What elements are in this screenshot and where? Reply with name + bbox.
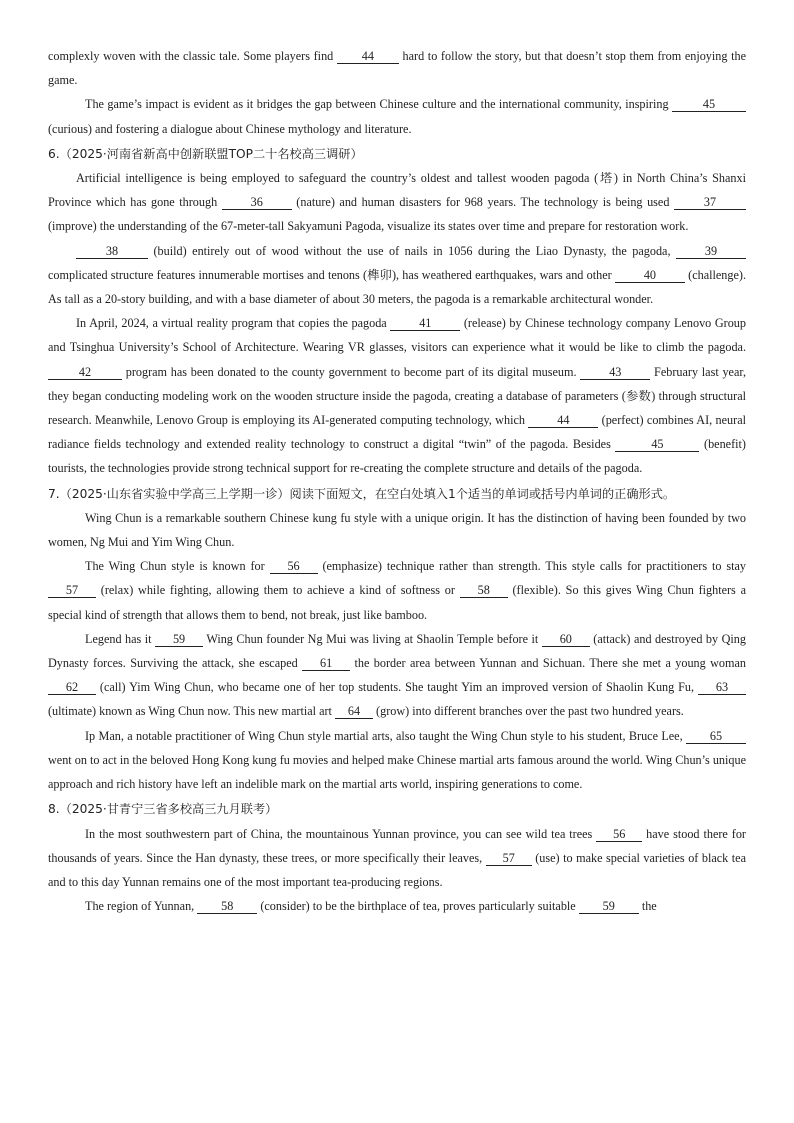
- paragraph: [48, 311, 746, 480]
- answer-blank[interactable]: 57: [48, 583, 96, 598]
- paragraph: [48, 506, 746, 554]
- answer-blank[interactable]: 63: [698, 680, 746, 695]
- text-run: (grow) into different branches over the past two hundred years.: [373, 704, 684, 719]
- text-run: Artificial intelligence is being employed to safeguard the country’s oldest and tallest wooden pagoda (塔) in North China’s Shanxi Province which has gone through: [48, 171, 746, 210]
- text-run: (use) to make special varieties of black tea and to this day Yunnan remains one of the most important tea-producing regions.: [48, 850, 746, 889]
- paragraph: [48, 822, 746, 895]
- text-run: (perfect) combines AI, neural radiance fields technology and extended reality technology to construct a digital “twin” of the pagoda. Besides: [48, 413, 746, 452]
- question-heading: 8.（2025·甘青宁三省多校高三九月联考）: [48, 802, 278, 817]
- text-run: In the most southwestern part of China, the mountainous Yunnan province, you can see wild tea trees: [85, 826, 597, 841]
- paragraph: [48, 239, 746, 312]
- text-run: (benefit) tourists, the technologies provide strong technical support for re-creating the complete structure and details of the pagoda.: [48, 437, 746, 476]
- answer-blank[interactable]: 56: [596, 827, 642, 842]
- text-run: the border area between Yunnan and Sichuan. There she met a young woman: [350, 656, 746, 671]
- text-run: The game’s impact is evident as it bridges the gap between Chinese culture and the international community, inspiring: [85, 97, 672, 112]
- paragraph: [48, 92, 746, 140]
- text-run: went on to act in the beloved Hong Kong kung fu movies and helped make Chinese martial arts famous around the world. Wing Chun’s unique approach and rich history have left an indelible mark on the martial arts world, inspiring generations to come.: [48, 752, 746, 792]
- answer-blank[interactable]: 64: [335, 704, 373, 719]
- text-run: (attack) and destroyed by Qing Dynasty forces. Surviving the attack, she escaped: [48, 631, 746, 671]
- answer-blank[interactable]: 39: [676, 244, 746, 259]
- text-run: The Wing Chun style is known for: [85, 559, 270, 574]
- text-run: have stood there for thousands of years. Since the Han dynasty, these trees, or more specifically their leaves,: [48, 826, 746, 865]
- answer-blank[interactable]: 62: [48, 680, 96, 695]
- answer-blank[interactable]: 45: [615, 437, 699, 452]
- text-run: (build) entirely out of wood without the use of nails in 1056 during the Liao Dynasty, the pagoda,: [148, 243, 676, 258]
- text-run: Wing Chun is a remarkable southern Chinese kung fu style with a unique origin. It has the distinction of having been founded by two women, Ng Mui and Yim Wing Chun.: [48, 510, 746, 550]
- answer-blank[interactable]: 58: [460, 583, 508, 598]
- answer-blank[interactable]: 36: [222, 195, 292, 210]
- answer-blank[interactable]: 37: [674, 195, 746, 210]
- paragraph: [48, 894, 746, 918]
- paragraph: [48, 554, 746, 627]
- text-run: Wing Chun founder Ng Mui was living at Shaolin Temple before it: [203, 631, 542, 646]
- paragraph: [48, 166, 746, 239]
- text-run: (flexible). So this gives Wing Chun fighters a special kind of strength that allows them to bend, not break, just like bamboo.: [48, 583, 746, 622]
- answer-blank[interactable]: 38: [76, 244, 148, 259]
- answer-blank[interactable]: 45: [672, 97, 746, 112]
- text-run: (release) by Chinese technology company Lenovo Group and Tsinghua University’s School of Architecture. Wearing VR glasses, visitors can experience what it would be like to climb the pagoda.: [48, 316, 746, 355]
- answer-blank[interactable]: 58: [197, 899, 257, 914]
- text-run: In April, 2024, a virtual reality program that copies the pagoda: [76, 316, 391, 331]
- text-run: program has been donated to the county government to become part of its digital museum.: [122, 364, 581, 379]
- text-run: complicated structure features innumerable mortises and tenons (榫卯), has weathered earthquakes, wars and other: [48, 267, 615, 282]
- text-run: (consider) to be the birthplace of tea, proves particularly suitable: [257, 899, 579, 914]
- answer-blank[interactable]: 43: [580, 365, 650, 380]
- paragraph: [48, 627, 746, 724]
- answer-blank[interactable]: 57: [486, 851, 532, 866]
- document-page: [48, 44, 746, 918]
- text-run: the: [638, 899, 657, 914]
- text-run: complexly woven with the classic tale. Some players find: [48, 49, 337, 63]
- answer-blank[interactable]: 59: [155, 632, 203, 647]
- answer-blank[interactable]: 44: [337, 49, 399, 64]
- question-heading: 6.（2025·河南省新高中创新联盟TOP二十名校高三调研）: [48, 146, 363, 161]
- answer-blank[interactable]: 40: [615, 268, 685, 283]
- text-run: (challenge). As tall as a 20-story building, and with a base diameter of about 30 meters, the pagoda is a remarkable architectural wonder.: [48, 267, 746, 307]
- text-run: February last year, they began conducting modeling work on the wooden structure inside the pagoda, creating a database of parameters (参数) through structural research. Meanwhile, Lenovo Group is employing its AI-generated computing technology, which: [48, 364, 746, 428]
- text-run: (ultimate) known as Wing Chun now. This new martial art: [48, 704, 335, 719]
- paragraph: [48, 724, 746, 797]
- answer-blank[interactable]: 44: [528, 413, 598, 428]
- answer-blank[interactable]: 61: [302, 656, 350, 671]
- text-run: (improve) the understanding of the 67-meter-tall Sakyamuni Pagoda, visualize its states over time and prepare for restoration work.: [48, 219, 689, 234]
- text-run: (call) Yim Wing Chun, who became one of her top students. She taught Yim an improved version of Shaolin Kung Fu,: [96, 680, 698, 695]
- text-run: The region of Yunnan,: [85, 899, 198, 914]
- answer-blank[interactable]: 65: [686, 729, 746, 744]
- text-run: (emphasize) technique rather than strength. This style calls for practitioners to stay: [317, 559, 746, 574]
- text-run: (curious) and fostering a dialogue about Chinese mythology and literature.: [48, 121, 412, 136]
- question-heading: 7.（2025·山东省实验中学高三上学期一诊）阅读下面短文，在空白处填入1个适当的单词或括号内单词的正确形式。: [48, 486, 676, 501]
- answer-blank[interactable]: 59: [579, 899, 639, 914]
- answer-blank[interactable]: 41: [390, 316, 460, 331]
- answer-blank[interactable]: 60: [542, 632, 590, 647]
- answer-blank[interactable]: 56: [270, 559, 318, 574]
- text-run: (relax) while fighting, allowing them to achieve a kind of softness or: [96, 583, 460, 598]
- text-run: hard to follow the story, but that doesn’t stop them from enjoying the game.: [48, 49, 746, 88]
- answer-blank[interactable]: 42: [48, 365, 122, 380]
- paragraph: [48, 44, 746, 92]
- text-run: (nature) and human disasters for 968 years. The technology is being used: [291, 195, 674, 210]
- text-run: Ip Man, a notable practitioner of Wing Chun style martial arts, also taught the Wing Chun style to his student, Bruce Lee,: [85, 728, 686, 743]
- text-run: Legend has it: [85, 631, 156, 646]
